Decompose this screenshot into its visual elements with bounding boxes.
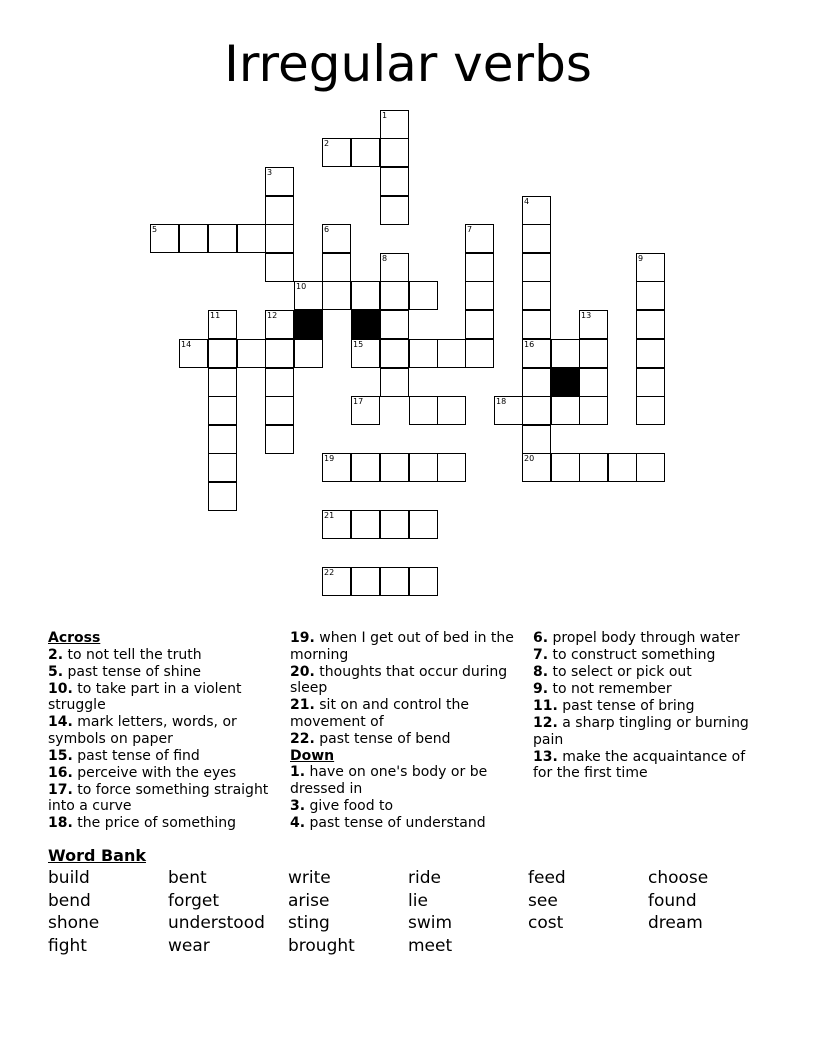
crossword-cell[interactable]	[351, 453, 380, 482]
crossword-cell[interactable]	[380, 138, 409, 167]
word-bank-word: feed	[528, 868, 566, 888]
clues-column-3	[533, 630, 768, 782]
clue-number: 2	[324, 139, 330, 148]
clue-number: 9	[638, 254, 644, 263]
crossword-cell[interactable]	[351, 510, 380, 539]
clue-number-label: 8.	[533, 664, 549, 680]
clue-item	[48, 647, 273, 664]
clue-number-label: 2.	[48, 646, 64, 663]
clue-item	[290, 630, 515, 663]
crossword-cell[interactable]	[265, 196, 294, 225]
clue-number: 6	[324, 225, 330, 234]
clue-number: 15	[353, 340, 364, 349]
clue-item	[533, 715, 768, 748]
crossword-cell[interactable]	[208, 425, 237, 454]
clue-item	[48, 815, 273, 832]
clue-text: perceive with the eyes	[72, 764, 237, 781]
crossword-cell[interactable]	[409, 339, 438, 368]
clue-number: 7	[467, 225, 473, 234]
crossword-cell[interactable]	[380, 167, 409, 196]
blocked-cell	[294, 310, 323, 339]
word-bank-word: bend	[48, 890, 91, 911]
crossword-cell[interactable]	[265, 368, 294, 397]
crossword-cell[interactable]	[380, 453, 409, 482]
clue-number: 10	[296, 282, 307, 291]
word-bank-word: choose	[648, 868, 709, 888]
clue-number-label: 21.	[290, 697, 315, 713]
clues-column-1	[48, 630, 273, 832]
word-bank-word: shone	[48, 913, 100, 934]
crossword-cell[interactable]	[636, 396, 665, 425]
clue-number: 1	[382, 111, 388, 120]
crossword-cell[interactable]	[522, 281, 551, 310]
across-header: Across	[48, 630, 101, 646]
crossword-cell[interactable]	[208, 224, 237, 253]
clue-number-label: 14.	[48, 714, 73, 730]
crossword-cell[interactable]	[522, 425, 551, 454]
clue-number-label: 10.	[48, 680, 73, 697]
word-bank-word: wear	[168, 936, 210, 957]
crossword-cell[interactable]	[294, 339, 323, 368]
clue-number-label: 18.	[48, 815, 73, 831]
clue-number-label: 1.	[290, 764, 306, 780]
crossword-cell[interactable]	[437, 453, 466, 482]
clue-text: give food to	[305, 797, 394, 814]
crossword-cell[interactable]	[579, 453, 608, 482]
crossword-cell[interactable]	[522, 310, 551, 339]
crossword-cell[interactable]	[579, 339, 608, 368]
crossword-cell[interactable]	[208, 482, 237, 511]
crossword-cell[interactable]	[380, 310, 409, 339]
word-bank-word: lie	[408, 890, 428, 911]
clue-number: 12	[267, 311, 278, 320]
clue-item	[48, 681, 273, 714]
word-bank-word: see	[528, 890, 558, 911]
word-bank-title: Word Bank	[48, 846, 147, 865]
word-bank-word: ride	[408, 868, 441, 888]
clue-number: 16	[524, 340, 535, 349]
crossword-cell[interactable]	[465, 310, 494, 339]
crossword-cell[interactable]	[208, 453, 237, 482]
word-bank-word: dream	[648, 913, 703, 934]
page-title: Irregular verbs	[224, 35, 592, 93]
crossword-cell[interactable]	[636, 339, 665, 368]
crossword-cell[interactable]	[380, 510, 409, 539]
crossword-cell[interactable]	[522, 224, 551, 253]
crossword-cell[interactable]	[409, 281, 438, 310]
crossword-cell[interactable]	[551, 396, 580, 425]
crossword-cell[interactable]	[322, 253, 351, 282]
crossword-cell[interactable]	[265, 425, 294, 454]
clue-item	[533, 630, 768, 647]
clue-text: past tense of understand	[305, 814, 486, 831]
word-bank-word: bent	[168, 868, 207, 888]
clue-number-label: 4.	[290, 814, 306, 831]
crossword-cell[interactable]	[636, 281, 665, 310]
crossword-cell[interactable]	[409, 396, 438, 425]
crossword-cell[interactable]	[551, 453, 580, 482]
clue-text: make the acquaintance of for the first time	[533, 748, 746, 781]
word-bank-word: brought	[288, 936, 355, 957]
clue-item	[290, 697, 515, 730]
clue-number-label: 3.	[290, 797, 306, 814]
clue-item	[290, 815, 515, 832]
crossword-cell[interactable]	[380, 339, 409, 368]
clue-text: a sharp tingling or burning pain	[533, 715, 749, 748]
clue-number-label: 20.	[290, 663, 315, 680]
word-bank-word: write	[288, 868, 331, 888]
crossword-cell[interactable]	[351, 138, 380, 167]
clue-number-label: 6.	[533, 630, 549, 646]
crossword-cell[interactable]	[551, 339, 580, 368]
clue-number-label: 22.	[290, 730, 315, 747]
clue-text: to not tell the truth	[63, 646, 202, 663]
crossword-cell[interactable]	[380, 281, 409, 310]
crossword-cell[interactable]	[265, 396, 294, 425]
crossword-cell[interactable]	[322, 281, 351, 310]
clue-text: to select or pick out	[548, 664, 692, 680]
word-bank-word: build	[48, 868, 90, 888]
word-bank-word: meet	[408, 936, 453, 957]
crossword-cell[interactable]	[437, 339, 466, 368]
clue-number: 18	[496, 397, 507, 406]
clue-number-label: 17.	[48, 781, 73, 798]
crossword-cell[interactable]	[636, 453, 665, 482]
clue-number-label: 19.	[290, 630, 315, 646]
crossword-cell[interactable]	[579, 368, 608, 397]
clue-item	[48, 782, 273, 815]
clue-number-label: 9.	[533, 681, 549, 697]
crossword-cell[interactable]	[608, 453, 637, 482]
word-bank-word: arise	[288, 890, 330, 911]
clue-number: 22	[324, 568, 335, 577]
clue-number: 11	[210, 311, 221, 320]
clue-text: when I get out of bed in the morning	[290, 630, 514, 663]
clue-text: past tense of bring	[557, 698, 695, 714]
crossword-cell[interactable]	[380, 567, 409, 596]
clue-text: propel body through water	[548, 630, 740, 646]
crossword-cell[interactable]	[208, 368, 237, 397]
crossword-cell[interactable]	[636, 310, 665, 339]
clue-text: mark letters, words, or symbols on paper	[48, 714, 237, 747]
clue-number: 8	[382, 254, 388, 263]
clue-item	[290, 664, 515, 697]
crossword-cell[interactable]	[465, 281, 494, 310]
blocked-cell	[551, 368, 580, 397]
clue-item	[533, 698, 768, 715]
clue-number: 14	[181, 340, 192, 349]
crossword-cell[interactable]	[636, 368, 665, 397]
clue-item	[290, 798, 515, 815]
clue-text: the price of something	[72, 815, 237, 831]
clue-number-label: 7.	[533, 647, 549, 663]
clue-number-label: 11.	[533, 698, 558, 714]
crossword-cell[interactable]	[351, 281, 380, 310]
crossword-cell[interactable]	[409, 510, 438, 539]
crossword-cell[interactable]	[179, 224, 208, 253]
clue-item	[290, 731, 515, 748]
clue-item	[48, 748, 273, 765]
crossword-cell[interactable]	[465, 339, 494, 368]
clue-number: 19	[324, 454, 335, 463]
crossword-cell[interactable]	[380, 196, 409, 225]
clue-number: 17	[353, 397, 364, 406]
clue-text: to take part in a violent struggle	[48, 680, 242, 713]
clue-number: 5	[152, 225, 158, 234]
clue-text: have on one's body or be dressed in	[290, 764, 488, 797]
crossword-cell[interactable]	[265, 224, 294, 253]
crossword-cell[interactable]	[265, 339, 294, 368]
clue-number: 20	[524, 454, 535, 463]
clue-text: sit on and control the movement of	[290, 697, 470, 730]
clue-text: to force something straight into a curve	[48, 781, 269, 814]
word-bank-word: understood	[168, 913, 265, 934]
crossword-cell[interactable]	[237, 339, 266, 368]
crossword-cell[interactable]	[208, 339, 237, 368]
clue-number-label: 12.	[533, 715, 558, 731]
blocked-cell	[351, 310, 380, 339]
clue-text: past tense of find	[72, 747, 200, 764]
clue-number: 4	[524, 197, 530, 206]
crossword-cell[interactable]	[579, 396, 608, 425]
clues-column-2	[290, 630, 515, 832]
word-bank-word: found	[648, 890, 697, 911]
down-header: Down	[290, 747, 335, 764]
clue-text: to not remember	[548, 681, 672, 697]
crossword-cell[interactable]	[522, 396, 551, 425]
clue-item	[533, 681, 768, 698]
clue-item	[48, 664, 273, 681]
clue-item	[48, 714, 273, 747]
crossword-cell[interactable]	[437, 396, 466, 425]
clue-number-label: 5.	[48, 663, 64, 680]
clue-text: to construct something	[548, 647, 716, 663]
crossword-cell[interactable]	[380, 368, 409, 397]
word-bank-word: fight	[48, 936, 87, 957]
crossword-cell[interactable]	[237, 224, 266, 253]
crossword-cell[interactable]	[522, 253, 551, 282]
crossword-cell[interactable]	[522, 368, 551, 397]
clue-item	[290, 764, 515, 797]
clue-number-label: 13.	[533, 748, 558, 765]
clue-number: 21	[324, 511, 335, 520]
word-bank-word: sting	[288, 913, 330, 934]
clue-number: 13	[581, 311, 592, 320]
clue-item	[533, 749, 768, 782]
word-bank-word: swim	[408, 913, 453, 934]
clue-text: past tense of bend	[314, 730, 451, 747]
crossword-cell[interactable]	[351, 567, 380, 596]
clue-number-label: 16.	[48, 764, 73, 781]
crossword-cell[interactable]	[208, 396, 237, 425]
clue-item	[48, 765, 273, 782]
crossword-cell[interactable]	[465, 253, 494, 282]
clue-item	[533, 647, 768, 664]
clue-item	[533, 664, 768, 681]
clue-text: past tense of shine	[63, 663, 202, 680]
crossword-cell[interactable]	[409, 453, 438, 482]
clue-number: 3	[267, 168, 273, 177]
crossword-cell[interactable]	[409, 567, 438, 596]
word-bank-word: forget	[168, 890, 219, 911]
clue-number-label: 15.	[48, 747, 73, 764]
crossword-cell[interactable]	[265, 253, 294, 282]
clue-text: thoughts that occur during sleep	[290, 663, 508, 696]
word-bank-word: cost	[528, 913, 564, 934]
